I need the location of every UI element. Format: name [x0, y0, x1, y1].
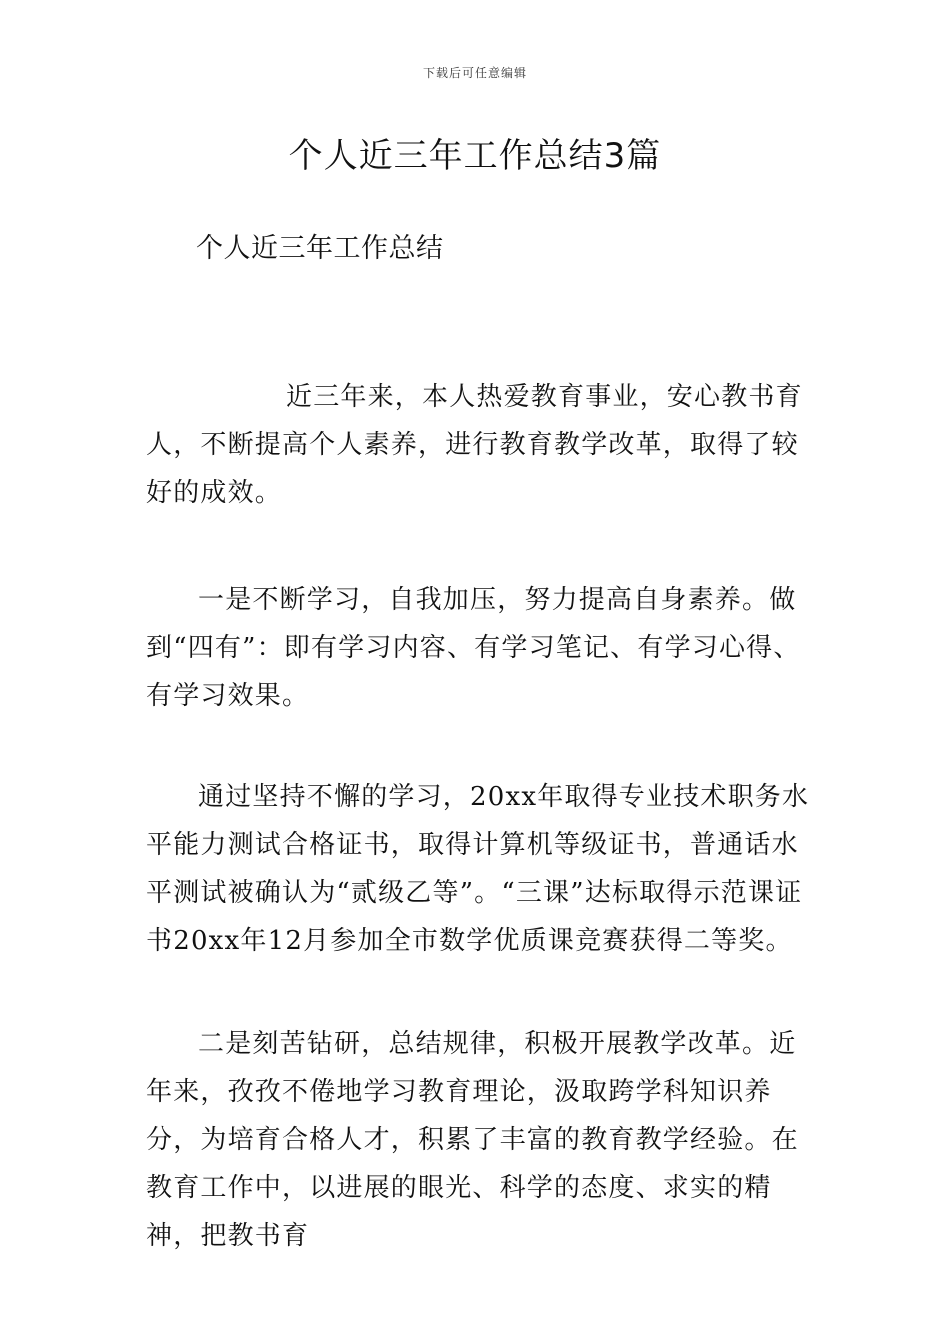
document-title: 个人近三年工作总结3篇	[288, 136, 662, 176]
header-note: 下载后可任意编辑	[422, 66, 527, 80]
paragraph-achievements: 通过坚持不懈的学习，20xx年取得专业技术职务水平能力测试合格证书，取得计算机等级证书，普通话水平测试被确认为“贰级乙等”。“三课”达标取得示范课证书20xx年12月参加全市数学优质课竞赛获得二等奖。	[146, 782, 810, 956]
paragraph-study: 一是不断学习，自我加压，努力提高自身素养。做到“四有”：即有学习内容、有学习笔记、有学习心得、有学习效果。	[146, 585, 801, 711]
paragraph-teaching-reform: 二是刻苦钻研，总结规律，积极开展教学改革。近年来，孜孜不倦地学习教育理论，汲取跨学科知识养分，为培育合格人才，积累了丰富的教育教学经验。在教育工作中，以进展的眼光、科学的态度、求实的精神，把教书育	[146, 1029, 799, 1251]
document-subtitle: 个人近三年工作总结	[196, 233, 444, 264]
paragraph-intro: 近三年来，本人热爱教育事业，安心教书育人，不断提高个人素养，进行教育教学改革，取得了较好的成效。	[146, 382, 803, 508]
